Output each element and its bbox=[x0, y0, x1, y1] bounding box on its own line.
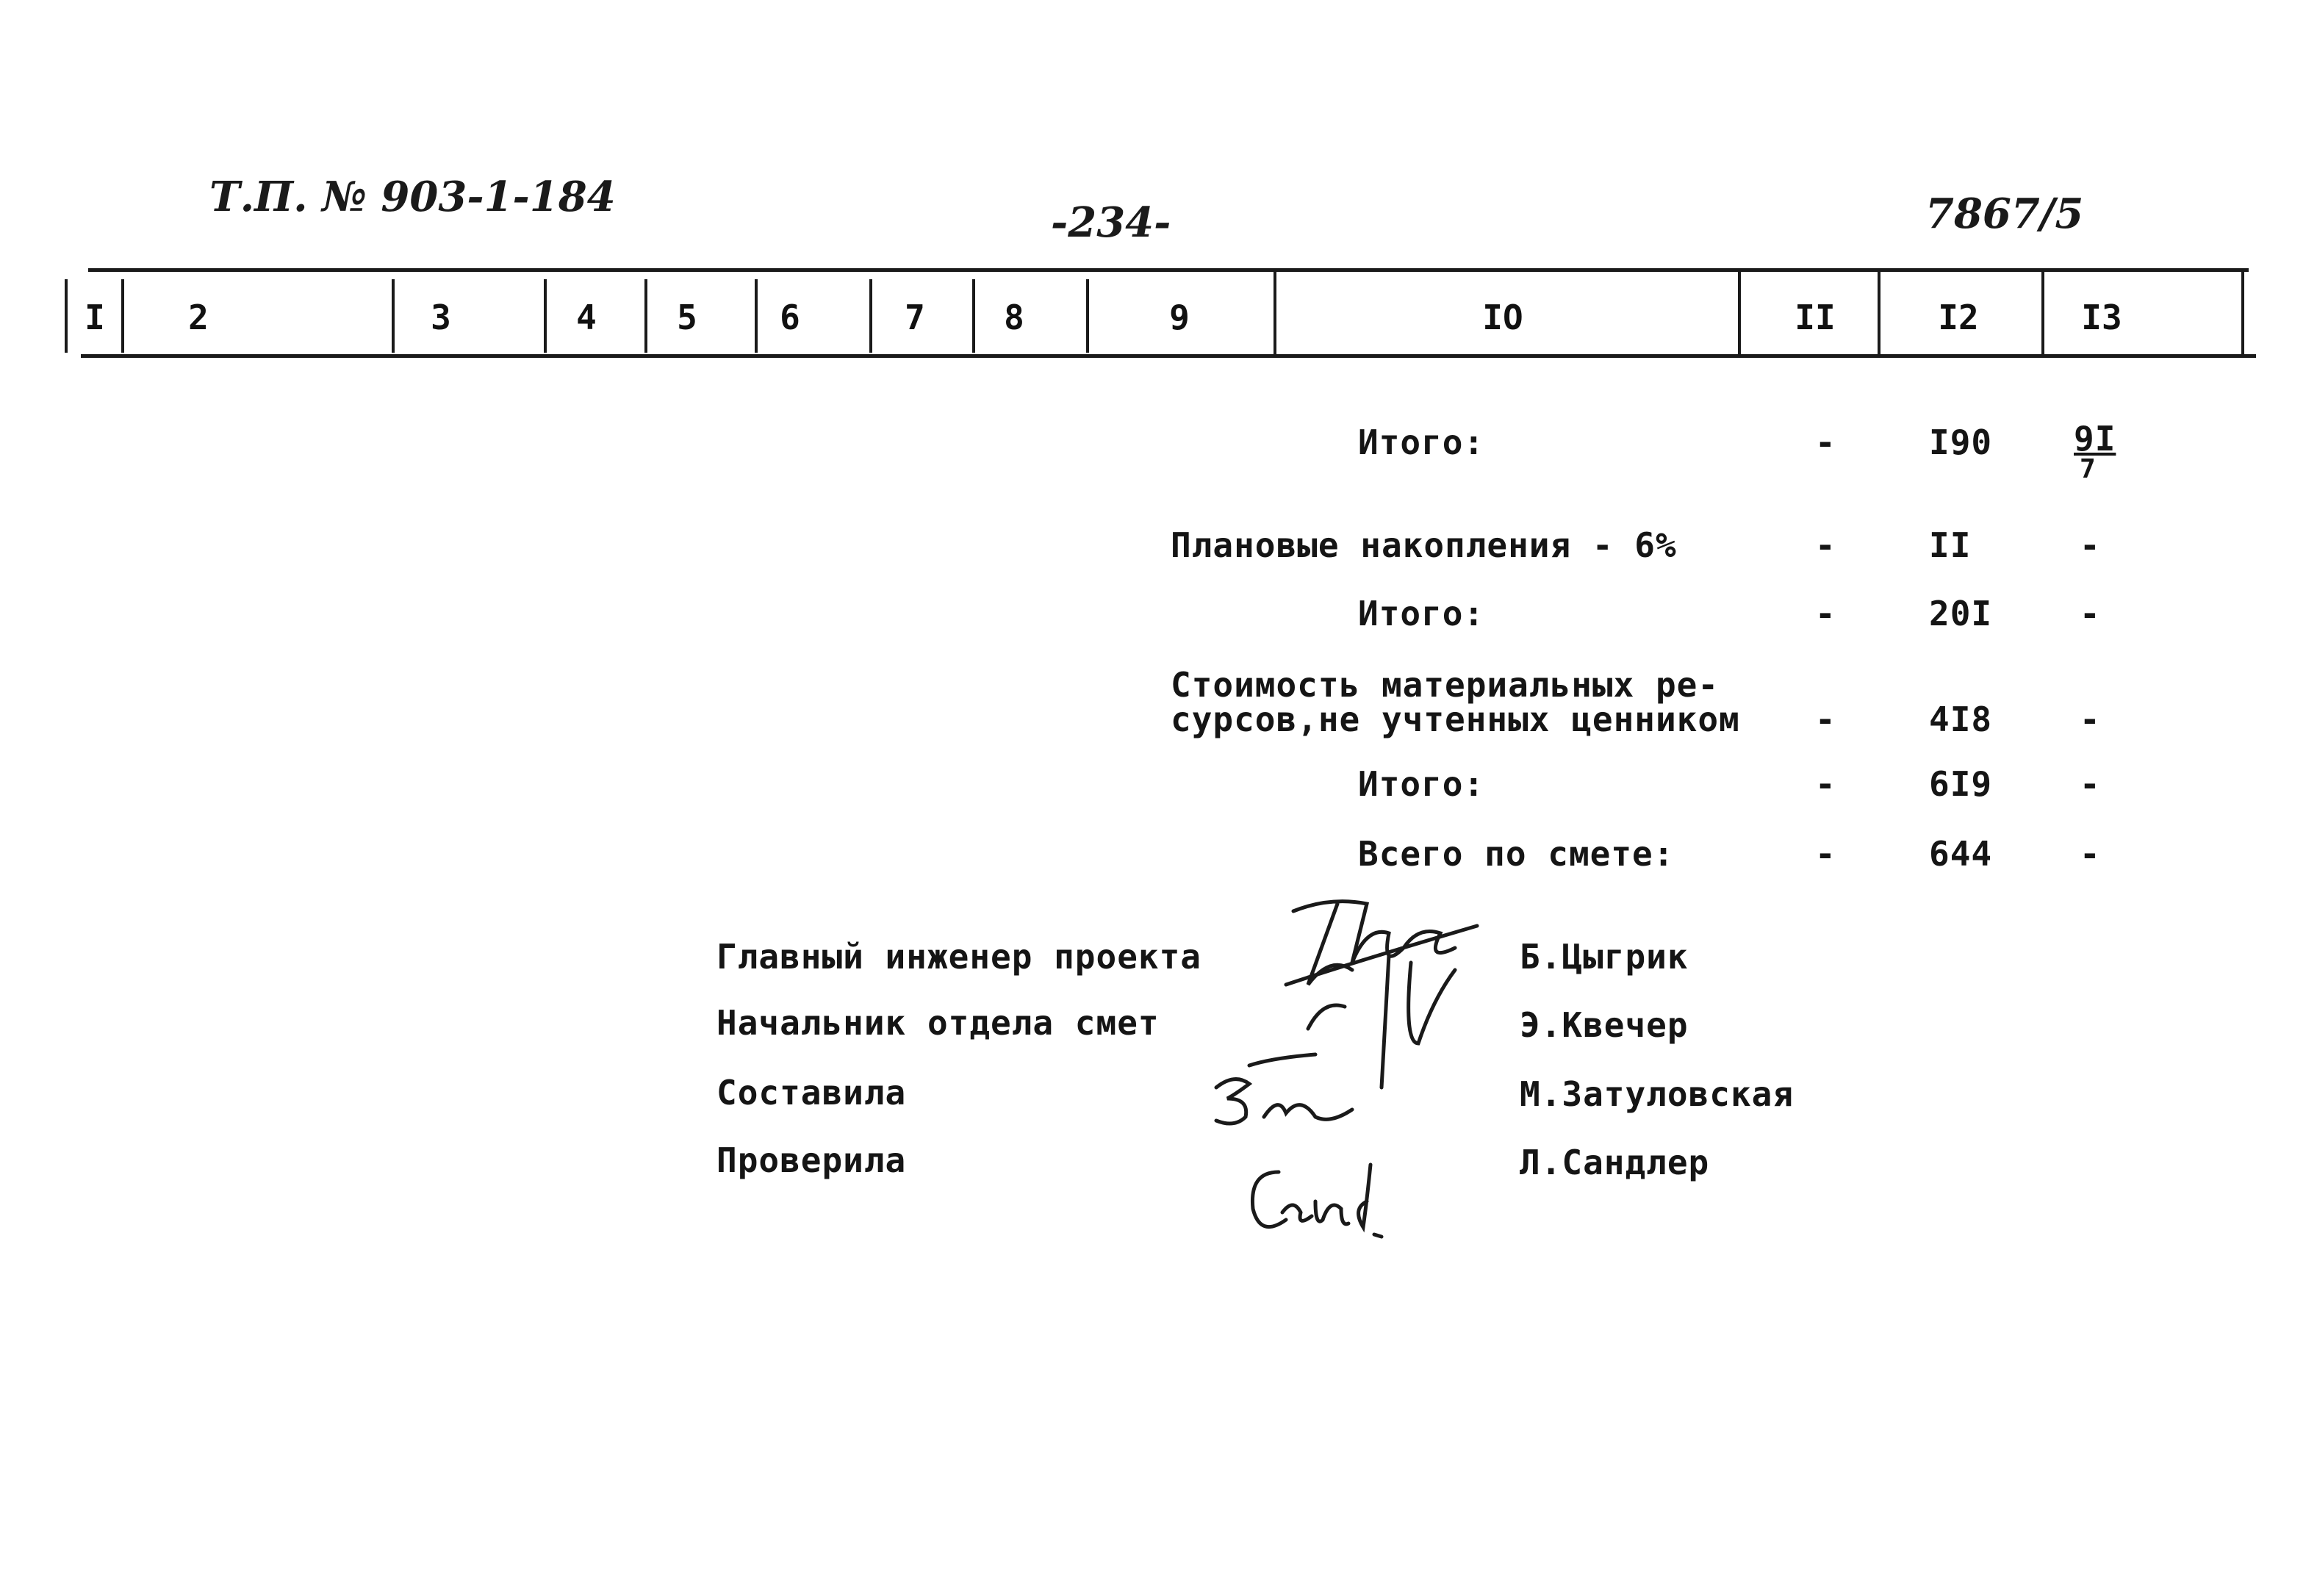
column-number: II bbox=[1795, 298, 1836, 337]
column-divider bbox=[1738, 272, 1741, 354]
column-divider bbox=[121, 279, 124, 353]
column-divider bbox=[869, 279, 872, 353]
column-number: 6 bbox=[780, 298, 800, 337]
row-value-col11: - bbox=[1815, 700, 1836, 739]
column-divider bbox=[972, 279, 975, 353]
signature-checker bbox=[1242, 1157, 1411, 1253]
row-label: Плановые накопления - 6% bbox=[1171, 525, 1677, 565]
row-value-col12: 644 bbox=[1929, 834, 1993, 874]
column-number: I3 bbox=[2081, 298, 2122, 337]
column-divider bbox=[1274, 272, 1276, 354]
table-top-border bbox=[88, 268, 2249, 272]
column-number: 2 bbox=[188, 298, 209, 337]
row-value-col11: - bbox=[1815, 525, 1836, 565]
row-label: Всего по смете: bbox=[1358, 834, 1675, 874]
row-value-col13: - bbox=[2080, 525, 2101, 565]
row-value-col13: - bbox=[2080, 700, 2101, 739]
column-divider bbox=[644, 279, 647, 353]
column-divider bbox=[392, 279, 395, 353]
signatory-name: Б.Цыгрик bbox=[1520, 937, 1689, 977]
column-divider bbox=[755, 279, 758, 353]
row-value-col12: II bbox=[1929, 525, 1972, 565]
row-value-col12: 20I bbox=[1929, 594, 1993, 633]
column-divider bbox=[2041, 272, 2044, 354]
column-number: 9 bbox=[1169, 298, 1190, 337]
row-value-col13-sub: 7 bbox=[2080, 454, 2097, 484]
column-number: I2 bbox=[1938, 298, 1979, 337]
column-number: 8 bbox=[1004, 298, 1024, 337]
row-value-col13: - bbox=[2080, 834, 2101, 874]
project-number: Т.П. № 903-1-184 bbox=[209, 173, 616, 221]
row-value-col12: 4I8 bbox=[1929, 700, 1993, 739]
column-divider bbox=[1086, 279, 1089, 353]
column-number: 5 bbox=[677, 298, 697, 337]
signatory-role: Главный инженер проекта bbox=[716, 937, 1201, 977]
row-value-col11: - bbox=[1815, 764, 1836, 804]
row-value-col11: - bbox=[1815, 423, 1836, 462]
column-number: 3 bbox=[431, 298, 451, 337]
row-value-col11: - bbox=[1815, 594, 1836, 633]
row-label-line2: сурсов,не учтенных ценником bbox=[1171, 700, 1740, 739]
document-code: 7867/5 bbox=[1925, 190, 2084, 238]
signatory-role: Начальник отдела смет bbox=[716, 1003, 1160, 1043]
row-label-line1: Стоимость материальных ре- bbox=[1171, 665, 1720, 705]
column-divider bbox=[65, 279, 68, 353]
row-value-col13: - bbox=[2080, 594, 2101, 633]
column-number: I bbox=[85, 298, 105, 337]
column-number: 7 bbox=[905, 298, 925, 337]
row-label: Итого: bbox=[1358, 764, 1485, 804]
signature-compiler bbox=[1205, 1051, 1374, 1154]
column-number: IO bbox=[1482, 298, 1523, 337]
row-value-col13: 9I bbox=[2074, 419, 2116, 459]
row-value-col11: - bbox=[1815, 834, 1836, 874]
row-label: Итого: bbox=[1358, 423, 1485, 462]
row-label: Итого: bbox=[1358, 594, 1485, 633]
row-value-col13: - bbox=[2080, 764, 2101, 804]
row-value-col12: I90 bbox=[1929, 423, 1993, 462]
signatory-name: Э.Квечер bbox=[1520, 1005, 1689, 1045]
page-number: -234- bbox=[1051, 198, 1171, 247]
signatory-name: Л.Сандлер bbox=[1520, 1143, 1710, 1182]
column-number: 4 bbox=[576, 298, 597, 337]
column-divider bbox=[2241, 268, 2244, 355]
signatory-name: М.Затуловская bbox=[1520, 1074, 1795, 1114]
column-divider bbox=[1878, 272, 1880, 354]
signatory-role: Проверила bbox=[716, 1140, 907, 1180]
table-bottom-border bbox=[81, 354, 2256, 358]
signatory-role: Составила bbox=[716, 1073, 907, 1112]
row-value-col12: 6I9 bbox=[1929, 764, 1993, 804]
column-divider bbox=[544, 279, 547, 353]
